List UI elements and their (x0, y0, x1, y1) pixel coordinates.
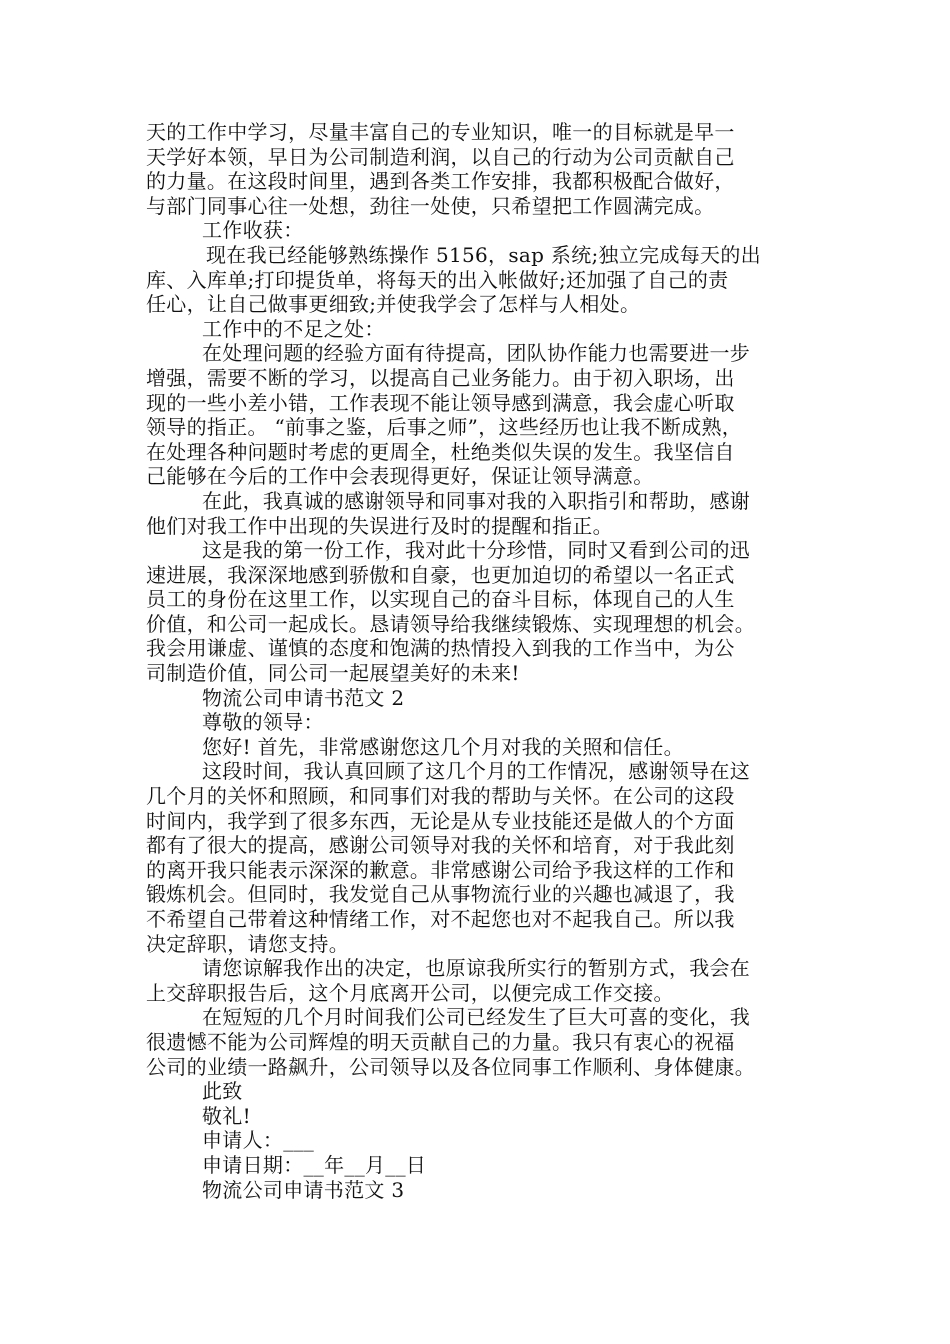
text-line: 天的工作中学习，尽量丰富自己的专业知识，唯一的目标就是早一 (146, 120, 735, 144)
text-line: 与部门同事心往一处想，劲往一处使，只希望把工作圆满完成。 (146, 193, 715, 218)
salutation: 尊敬的领导： (202, 710, 324, 735)
text-line: 他们对我工作中出现的失误进行及时的提醒和指正。 (146, 513, 613, 538)
text-line: 价值，和公司一起成长。恳请领导给我继续锻炼、实现理想的机会。 (146, 611, 755, 636)
text-line: 现在我已经能够熟练操作 5156，sap 系统;独立完成每天的出 (206, 242, 761, 267)
text-line: 司制造价值，同公司一起展望美好的未来! (146, 661, 520, 686)
text-line: 领导的指正。 “前事之鉴，后事之师”，这些经历也让我不断成熟， (146, 415, 743, 440)
closing-line: 此致 (202, 1079, 243, 1104)
text-line: 在处理各种问题时考虑的更周全，杜绝类似失误的发生。我坚信自 (146, 439, 735, 464)
text-line: 几个月的关怀和照顾，和同事们对我的帮助与关怀。在公司的这段 (146, 784, 735, 809)
text-line: 决定辞职，请您支持。 (146, 931, 349, 956)
text-line: 公司的业绩一路飙升，公司领导以及各位同事工作顺利、身体健康。 (146, 1054, 755, 1079)
text-line: 天学好本领，早日为公司制造利润，以自己的行动为公司贡献自己 (146, 144, 735, 169)
text-line: 我会用谦虚、谨慎的态度和饱满的热情投入到我的工作当中，为公 (146, 636, 735, 661)
text-line: 很遗憾不能为公司辉煌的明天贡献自己的力量。我只有衷心的祝福 (146, 1029, 735, 1054)
text-line: 己能够在今后的工作中会表现得更好，保证让领导满意。 (146, 464, 654, 489)
closing-regards: 敬礼! (202, 1103, 251, 1128)
text-line: 锻炼机会。但同时，我发觉自己从事物流行业的兴趣也减退了，我 (146, 882, 735, 907)
document-body (146, 120, 810, 1202)
section-title-sample-2: 物流公司申请书范文 2 (202, 685, 405, 710)
text-line: 员工的身份在这里工作，以实现自己的奋斗目标，体现自己的人生 (146, 587, 735, 612)
text-line: 都有了很大的提高，感谢公司领导对我的关怀和培育，对于我此刻 (146, 833, 735, 858)
text-line: 这段时间，我认真回顾了这几个月的工作情况，感谢领导在这 (202, 759, 751, 784)
text-line: 的力量。在这段时间里，遇到各类工作安排，我都积极配合做好， (146, 169, 735, 194)
section-heading-gains: 工作收获： (202, 218, 304, 243)
text-line: 的离开我只能表示深深的歉意。非常感谢公司给予我这样的工作和 (146, 857, 735, 882)
section-title-sample-3: 物流公司申请书范文 3 (202, 1177, 405, 1202)
text-line: 请您谅解我作出的决定，也原谅我所实行的暂别方式，我会在 (202, 956, 751, 981)
text-line: 时间内，我学到了很多东西，无论是从专业技能还是做人的个方面 (146, 808, 735, 833)
text-line: 在此，我真诚的感谢领导和同事对我的入职指引和帮助，感谢 (202, 488, 751, 513)
text-line: 上交辞职报告后，这个月底离开公司，以便完成工作交接。 (146, 980, 674, 1005)
text-line: 任心，让自己做事更细致;并使我学会了怎样与人相处。 (146, 292, 641, 317)
text-line: 速进展，我深深地感到骄傲和自豪，也更加迫切的希望以一名正式 (146, 562, 735, 587)
text-line: 现的一些小差小错，工作表现不能让领导感到满意，我会虚心听取 (146, 390, 735, 415)
text-line: 增强，需要不断的学习，以提高自己业务能力。由于初入职场，出 (146, 365, 735, 390)
section-heading-shortcomings: 工作中的不足之处： (202, 316, 385, 341)
text-line: 库、入库单;打印提货单，将每天的出入帐做好;还加强了自己的责 (146, 267, 729, 292)
applicant-line: 申请人：___ (202, 1128, 315, 1153)
text-line: 在处理问题的经验方面有待提高，团队协作能力也需要进一步 (202, 341, 751, 366)
text-line: 您好! 首先，非常感谢您这几个月对我的关照和信任。 (202, 734, 684, 759)
application-date-line: 申请日期：__年__月__日 (202, 1152, 427, 1177)
text-line: 这是我的第一份工作，我对此十分珍惜，同时又看到公司的迅 (202, 538, 751, 563)
text-line: 在短短的几个月时间我们公司已经发生了巨大可喜的变化，我 (202, 1005, 751, 1030)
text-line: 不希望自己带着这种情绪工作，对不起您也对不起我自己。所以我 (146, 907, 735, 931)
